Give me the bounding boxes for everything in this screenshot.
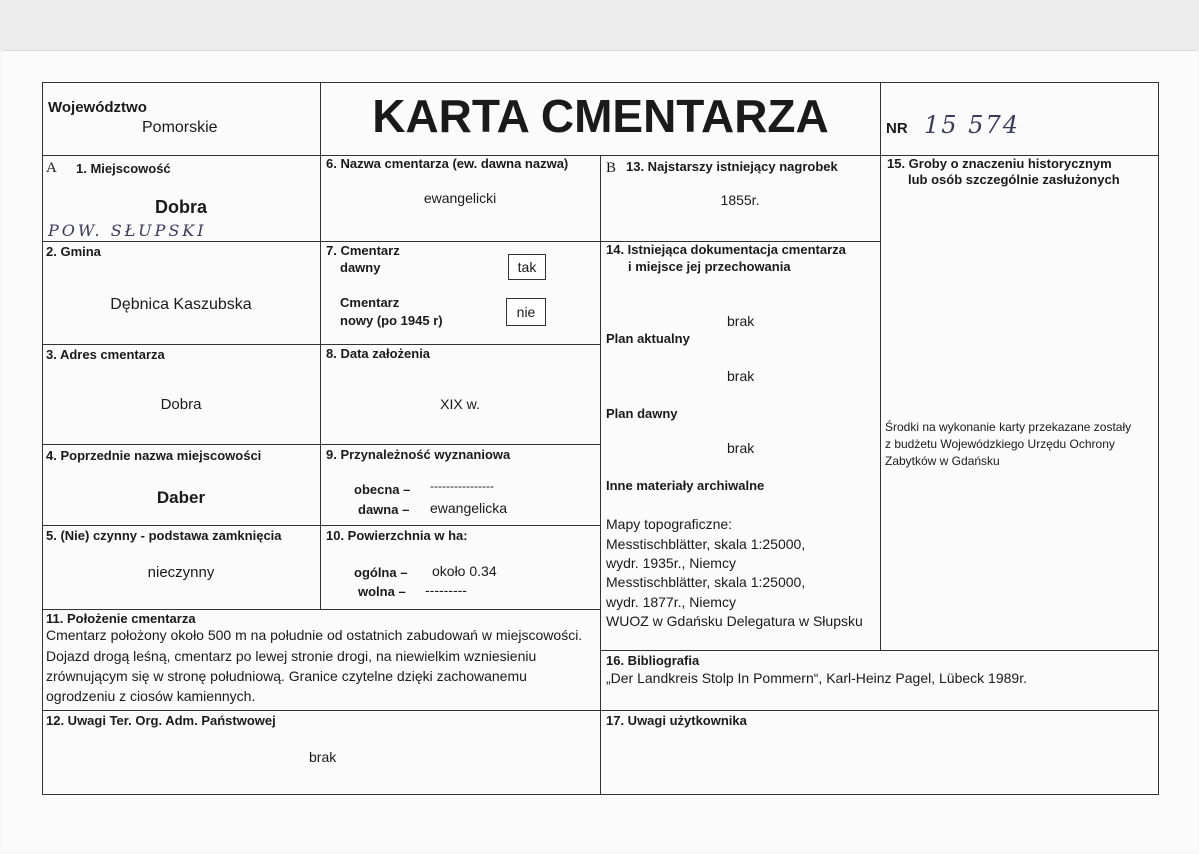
location-line: zrównującym się w stronę południową. Granice czytelne dzięki zachowanemu bbox=[46, 668, 527, 684]
scan-top-band bbox=[0, 0, 1199, 50]
field-label: 5. (Nie) czynny - podstawa zamknięcia bbox=[46, 528, 282, 543]
form-title: KARTA CMENTARZA bbox=[372, 90, 829, 142]
documentation-value: brak bbox=[727, 313, 755, 329]
previous-name-value: Daber bbox=[156, 488, 206, 507]
current-denomination-value: ---------------- bbox=[430, 479, 494, 493]
voivodeship-value: Pomorskie bbox=[142, 119, 218, 136]
bibliography-value: „Der Landkreis Stolp In Pommern“, Karl-Heinz Pagel, Lübeck 1989r. bbox=[606, 670, 1027, 686]
field-label: 4. Poprzednie nazwa miejscowości bbox=[46, 448, 262, 463]
divider bbox=[42, 609, 600, 610]
field-label: 10. Powierzchnia w ha: bbox=[326, 528, 468, 543]
divider bbox=[600, 650, 1159, 651]
field-label: 13. Najstarszy istniejący nagrobek bbox=[626, 159, 838, 174]
funding-note-line: z budżetu Wojewódzkiego Urzędu Ochrony bbox=[885, 437, 1115, 451]
divider bbox=[42, 710, 1159, 711]
field-label: Cmentarz bbox=[340, 295, 400, 310]
archival-line: Messtischblätter, skala 1:25000, bbox=[606, 536, 806, 552]
current-plan-value: brak bbox=[727, 368, 755, 384]
field-label: 14. Istniejąca dokumentacja cmentarza bbox=[606, 242, 846, 257]
divider bbox=[42, 444, 600, 445]
current-plan-label: Plan aktualny bbox=[606, 331, 690, 346]
divider bbox=[880, 82, 881, 650]
address-value: Dobra bbox=[160, 396, 202, 413]
total-area-value: około 0.34 bbox=[432, 563, 497, 579]
new-cemetery-box: nie bbox=[506, 298, 546, 326]
field-label: 12. Uwagi Ter. Org. Adm. Państwowej bbox=[46, 713, 276, 728]
former-plan-value: brak bbox=[727, 440, 755, 456]
archival-line: wydr. 1935r., Niemcy bbox=[606, 555, 736, 571]
field-label: 3. Adres cmentarza bbox=[46, 347, 165, 362]
commune-value: Dębnica Kaszubska bbox=[110, 296, 252, 313]
field-label: 11. Położenie cmentarza bbox=[46, 611, 196, 626]
field-label: 17. Uwagi użytkownika bbox=[606, 713, 747, 728]
location-line: Cmentarz położony około 500 m na południe od ostatnich zabudowań w miejscowości. bbox=[46, 627, 583, 643]
divider bbox=[600, 155, 601, 795]
free-area-label: wolna – bbox=[358, 584, 406, 599]
divider bbox=[42, 344, 600, 345]
locality-value: Dobra bbox=[154, 197, 207, 217]
field-label: i miejsce jej przechowania bbox=[628, 259, 791, 274]
funding-note-line: Zabytków w Gdańsku bbox=[885, 454, 1000, 468]
current-label: obecna – bbox=[354, 482, 411, 497]
field-label: 2. Gmina bbox=[46, 244, 101, 259]
nr-label: NR bbox=[886, 120, 908, 137]
county-handwritten-note: POW. SŁUPSKI bbox=[48, 221, 207, 240]
old-cemetery-box: tak bbox=[508, 254, 546, 280]
field-label: 8. Data założenia bbox=[326, 346, 431, 361]
part-letter: B bbox=[606, 160, 617, 176]
archival-line: Mapy topograficzne: bbox=[606, 516, 733, 532]
field-label: 15. Groby o znaczeniu historycznym bbox=[887, 156, 1112, 171]
voivodeship-label: Województwo bbox=[48, 99, 147, 116]
divider bbox=[320, 82, 321, 609]
active-status-value: nieczynny bbox=[147, 564, 215, 581]
total-area-label: ogólna – bbox=[354, 565, 408, 580]
funding-note-line: Środki na wykonanie karty przekazane zostały bbox=[885, 420, 1132, 434]
archival-line: WUOZ w Gdańsku Delegatura w Słupsku bbox=[606, 613, 863, 629]
field-label: dawny bbox=[340, 260, 381, 275]
archival-line: wydr. 1877r., Niemcy bbox=[606, 594, 736, 610]
field-label: 1. Miejscowość bbox=[76, 161, 171, 176]
former-denomination-value: ewangelicka bbox=[430, 500, 508, 516]
archival-line: Messtischblätter, skala 1:25000, bbox=[606, 574, 806, 590]
location-line: ogrodzeniu z ciosów kamiennych. bbox=[46, 688, 256, 704]
admin-remarks-value: brak bbox=[309, 749, 337, 765]
field-label: 16. Bibliografia bbox=[606, 653, 700, 668]
founding-date-value: XIX w. bbox=[440, 396, 480, 412]
field-label: 6. Nazwa cmentarza (ew. dawna nazwa) bbox=[326, 156, 569, 171]
field-label: 7. Cmentarz bbox=[326, 243, 400, 258]
field-label: nowy (po 1945 r) bbox=[340, 313, 443, 328]
archival-materials-label: Inne materiały archiwalne bbox=[606, 478, 765, 493]
registry-number-handwritten: 15 574 bbox=[924, 111, 1020, 139]
location-line: Dojazd drogą leśną, cmentarz po lewej stronie drogi, na niewielkim wzniesieniu bbox=[46, 648, 537, 664]
former-label: dawna – bbox=[358, 502, 410, 517]
former-plan-label: Plan dawny bbox=[606, 406, 678, 421]
oldest-tombstone-value: 1855r. bbox=[720, 192, 760, 208]
part-letter: A bbox=[46, 160, 57, 176]
field-label: lub osób szczególnie zasłużonych bbox=[908, 172, 1120, 187]
divider bbox=[42, 525, 600, 526]
cemetery-name-value: ewangelicki bbox=[423, 190, 497, 206]
field-label: 9. Przynależność wyznaniowa bbox=[326, 447, 511, 462]
free-area-value: --------- bbox=[425, 582, 467, 598]
